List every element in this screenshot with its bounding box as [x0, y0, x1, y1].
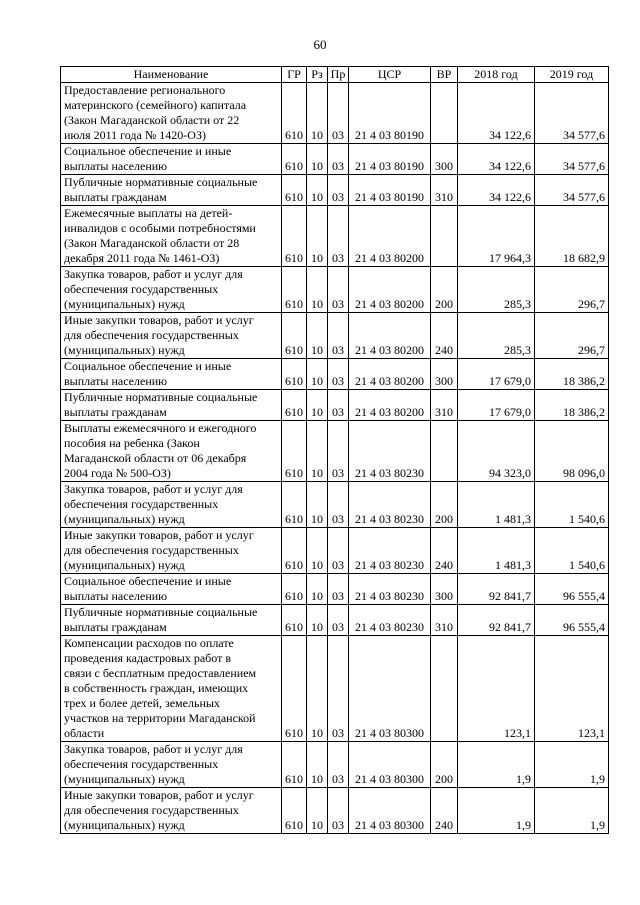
cell-vr — [431, 636, 458, 742]
cell-2019: 18 386,2 — [535, 390, 609, 421]
table-row — [61, 313, 609, 359]
cell-name — [61, 144, 282, 175]
cell-rz: 10 — [307, 267, 328, 313]
cell-rz: 10 — [307, 574, 328, 605]
cell-name-line: для обеспечения государственных — [64, 543, 239, 557]
cell-name — [61, 83, 282, 144]
cell-csr: 21 4 03 80200 — [349, 313, 431, 359]
cell-gr: 610 — [282, 482, 307, 528]
cell-2019: 123,1 — [535, 636, 609, 742]
cell-name-line: материнского (семейного) капитала — [64, 98, 247, 112]
table-row — [61, 144, 609, 175]
cell-name-line: Публичные нормативные социальные — [64, 175, 258, 189]
cell-2019: 34 577,6 — [535, 83, 609, 144]
cell-name — [61, 313, 282, 359]
cell-rz: 10 — [307, 742, 328, 788]
cell-rz: 10 — [307, 175, 328, 206]
cell-csr: 21 4 03 80190 — [349, 144, 431, 175]
cell-name-line: для обеспечения государственных — [64, 803, 239, 817]
cell-vr: 310 — [431, 605, 458, 636]
cell-2019: 1,9 — [535, 788, 609, 834]
cell-pr: 03 — [328, 528, 349, 574]
cell-csr: 21 4 03 80200 — [349, 390, 431, 421]
cell-name-line: Ежемесячные выплаты на детей- — [64, 206, 233, 220]
cell-name — [61, 390, 282, 421]
table-row — [61, 605, 609, 636]
table-row — [61, 574, 609, 605]
cell-2019: 18 682,9 — [535, 206, 609, 267]
cell-name-line: Социальное обеспечение и иные — [64, 359, 232, 373]
cell-csr: 21 4 03 80230 — [349, 574, 431, 605]
table-row — [61, 636, 609, 742]
cell-2018: 17 679,0 — [458, 359, 535, 390]
cell-name — [61, 788, 282, 834]
cell-2018: 92 841,7 — [458, 605, 535, 636]
cell-rz: 10 — [307, 421, 328, 482]
cell-name-line: Иные закупки товаров, работ и услуг — [64, 788, 254, 802]
cell-2018: 92 841,7 — [458, 574, 535, 605]
budget-table — [60, 66, 609, 834]
cell-rz: 10 — [307, 636, 328, 742]
header-name: Наименование — [61, 67, 282, 83]
cell-2018: 1,9 — [458, 788, 535, 834]
cell-2018: 17 964,3 — [458, 206, 535, 267]
cell-vr: 240 — [431, 313, 458, 359]
cell-2019: 34 577,6 — [535, 175, 609, 206]
cell-rz: 10 — [307, 359, 328, 390]
cell-2019: 18 386,2 — [535, 359, 609, 390]
page-number: 60 — [313, 37, 327, 52]
cell-name-line: (муниципальных) нужд — [64, 558, 185, 572]
table-row — [61, 206, 609, 267]
cell-name-line: (муниципальных) нужд — [64, 512, 185, 526]
cell-gr: 610 — [282, 206, 307, 267]
cell-gr: 610 — [282, 636, 307, 742]
cell-name-line: выплаты населению — [64, 374, 168, 388]
cell-vr: 310 — [431, 175, 458, 206]
cell-name-line: обеспечения государственных — [64, 757, 219, 771]
cell-vr: 300 — [431, 574, 458, 605]
cell-pr: 03 — [328, 605, 349, 636]
cell-name-line: Закупка товаров, работ и услуг для — [64, 482, 243, 496]
cell-pr: 03 — [328, 742, 349, 788]
cell-name-line: Предоставление регионального — [64, 83, 226, 97]
cell-gr: 610 — [282, 788, 307, 834]
table-row — [61, 528, 609, 574]
header-2019: 2019 год — [535, 67, 609, 83]
cell-vr: 200 — [431, 482, 458, 528]
cell-rz: 10 — [307, 83, 328, 144]
cell-vr: 200 — [431, 267, 458, 313]
cell-gr: 610 — [282, 390, 307, 421]
cell-pr: 03 — [328, 267, 349, 313]
table-row — [61, 175, 609, 206]
cell-2019: 296,7 — [535, 267, 609, 313]
cell-name-line: выплаты населению — [64, 589, 168, 603]
cell-name-line: Иные закупки товаров, работ и услуг — [64, 313, 254, 327]
cell-csr: 21 4 03 80190 — [349, 83, 431, 144]
cell-name-line: (муниципальных) нужд — [64, 343, 185, 357]
cell-2018: 123,1 — [458, 636, 535, 742]
cell-vr: 300 — [431, 359, 458, 390]
cell-vr — [431, 206, 458, 267]
cell-2019: 98 096,0 — [535, 421, 609, 482]
cell-gr: 610 — [282, 175, 307, 206]
cell-name — [61, 206, 282, 267]
cell-gr: 610 — [282, 313, 307, 359]
cell-gr: 610 — [282, 267, 307, 313]
cell-name-line: 2004 года № 500-ОЗ) — [64, 466, 171, 480]
cell-name-line: Закупка товаров, работ и услуг для — [64, 267, 243, 281]
cell-rz: 10 — [307, 144, 328, 175]
cell-2018: 285,3 — [458, 267, 535, 313]
cell-pr: 03 — [328, 359, 349, 390]
cell-csr: 21 4 03 80300 — [349, 788, 431, 834]
cell-name-line: инвалидов с особыми потребностями — [64, 221, 256, 235]
cell-name — [61, 742, 282, 788]
cell-gr: 610 — [282, 421, 307, 482]
cell-2018: 285,3 — [458, 313, 535, 359]
cell-2018: 1 481,3 — [458, 528, 535, 574]
table-row — [61, 359, 609, 390]
cell-2019: 1 540,6 — [535, 482, 609, 528]
cell-csr: 21 4 03 80230 — [349, 482, 431, 528]
cell-name-line: Выплаты ежемесячного и ежегодного — [64, 421, 257, 435]
cell-gr: 610 — [282, 83, 307, 144]
cell-name-line: июля 2011 года № 1420-ОЗ) — [64, 128, 206, 142]
cell-name-line: в собственность граждан, имеющих — [64, 681, 249, 695]
cell-2018: 34 122,6 — [458, 83, 535, 144]
cell-vr: 300 — [431, 144, 458, 175]
cell-csr: 21 4 03 80230 — [349, 528, 431, 574]
cell-name — [61, 605, 282, 636]
cell-name-line: Компенсации расходов по оплате — [64, 636, 234, 650]
cell-pr: 03 — [328, 636, 349, 742]
cell-name-line: (муниципальных) нужд — [64, 297, 185, 311]
header-2018: 2018 год — [458, 67, 535, 83]
cell-csr: 21 4 03 80200 — [349, 206, 431, 267]
cell-name-line: пособия на ребенка (Закон — [64, 436, 200, 450]
cell-rz: 10 — [307, 390, 328, 421]
table-row — [61, 83, 609, 144]
cell-2019: 1,9 — [535, 742, 609, 788]
cell-2018: 17 679,0 — [458, 390, 535, 421]
cell-vr: 310 — [431, 390, 458, 421]
cell-name — [61, 482, 282, 528]
cell-pr: 03 — [328, 175, 349, 206]
cell-name-line: Закупка товаров, работ и услуг для — [64, 742, 243, 756]
cell-name-line: области — [64, 726, 105, 740]
cell-name-line: связи с бесплатным предоставлением — [64, 666, 257, 680]
cell-name — [61, 636, 282, 742]
cell-rz: 10 — [307, 206, 328, 267]
cell-2019: 96 555,4 — [535, 605, 609, 636]
cell-csr: 21 4 03 80230 — [349, 605, 431, 636]
cell-vr: 200 — [431, 742, 458, 788]
cell-gr: 610 — [282, 528, 307, 574]
cell-csr: 21 4 03 80200 — [349, 267, 431, 313]
table-row — [61, 267, 609, 313]
cell-2018: 1 481,3 — [458, 482, 535, 528]
cell-gr: 610 — [282, 144, 307, 175]
table-row — [61, 390, 609, 421]
cell-name-line: декабря 2011 года № 1461-ОЗ) — [64, 251, 220, 265]
cell-name-line: Публичные нормативные социальные — [64, 605, 258, 619]
cell-pr: 03 — [328, 574, 349, 605]
cell-vr — [431, 421, 458, 482]
cell-gr: 610 — [282, 574, 307, 605]
cell-name — [61, 528, 282, 574]
cell-csr: 21 4 03 80300 — [349, 742, 431, 788]
cell-name — [61, 574, 282, 605]
cell-rz: 10 — [307, 605, 328, 636]
cell-pr: 03 — [328, 206, 349, 267]
cell-2019: 96 555,4 — [535, 574, 609, 605]
table-body — [61, 83, 609, 834]
cell-name-line: (муниципальных) нужд — [64, 772, 185, 786]
cell-name-line: участков на территории Магаданской — [64, 711, 256, 725]
cell-pr: 03 — [328, 83, 349, 144]
cell-pr: 03 — [328, 421, 349, 482]
cell-name-line: (Закон Магаданской области от 22 — [64, 113, 240, 127]
cell-name-line: обеспечения государственных — [64, 497, 219, 511]
cell-name-line: (Закон Магаданской области от 28 — [64, 236, 240, 250]
cell-name-line: проведения кадастровых работ в — [64, 651, 232, 665]
cell-name-line: Социальное обеспечение и иные — [64, 574, 232, 588]
cell-name-line: Социальное обеспечение и иные — [64, 144, 232, 158]
table-row — [61, 482, 609, 528]
cell-pr: 03 — [328, 788, 349, 834]
table-header-row — [61, 67, 609, 83]
header-csr: ЦСР — [349, 67, 431, 83]
cell-name — [61, 359, 282, 390]
cell-vr — [431, 83, 458, 144]
cell-name-line: выплаты гражданам — [64, 190, 167, 204]
cell-name-line: Магаданской области от 06 декабря — [64, 451, 247, 465]
cell-vr: 240 — [431, 788, 458, 834]
cell-rz: 10 — [307, 788, 328, 834]
cell-2018: 34 122,6 — [458, 144, 535, 175]
cell-name — [61, 175, 282, 206]
cell-name-line: трех и более детей, земельных — [64, 696, 220, 710]
cell-pr: 03 — [328, 144, 349, 175]
cell-pr: 03 — [328, 482, 349, 528]
header-rz: Рз — [307, 67, 328, 83]
cell-rz: 10 — [307, 482, 328, 528]
table-row — [61, 742, 609, 788]
cell-pr: 03 — [328, 390, 349, 421]
cell-name-line: выплаты гражданам — [64, 620, 167, 634]
header-pr: Пр — [328, 67, 349, 83]
cell-rz: 10 — [307, 528, 328, 574]
table-row — [61, 421, 609, 482]
table-row — [61, 788, 609, 834]
header-gr: ГР — [282, 67, 307, 83]
cell-gr: 610 — [282, 605, 307, 636]
cell-rz: 10 — [307, 313, 328, 359]
cell-2018: 94 323,0 — [458, 421, 535, 482]
cell-name-line: Иные закупки товаров, работ и услуг — [64, 528, 254, 542]
cell-name-line: обеспечения государственных — [64, 282, 219, 296]
header-vr: ВР — [431, 67, 458, 83]
cell-pr: 03 — [328, 313, 349, 359]
cell-2019: 296,7 — [535, 313, 609, 359]
cell-name-line: Публичные нормативные социальные — [64, 390, 258, 404]
cell-gr: 610 — [282, 359, 307, 390]
cell-name — [61, 267, 282, 313]
cell-csr: 21 4 03 80190 — [349, 175, 431, 206]
cell-2019: 34 577,6 — [535, 144, 609, 175]
cell-name-line: выплаты гражданам — [64, 405, 167, 419]
cell-2018: 34 122,6 — [458, 175, 535, 206]
cell-name — [61, 421, 282, 482]
cell-csr: 21 4 03 80200 — [349, 359, 431, 390]
cell-vr: 240 — [431, 528, 458, 574]
cell-2019: 1 540,6 — [535, 528, 609, 574]
cell-name-line: для обеспечения государственных — [64, 328, 239, 342]
cell-csr: 21 4 03 80300 — [349, 636, 431, 742]
cell-name-line: выплаты населению — [64, 159, 168, 173]
cell-csr: 21 4 03 80230 — [349, 421, 431, 482]
cell-gr: 610 — [282, 742, 307, 788]
cell-2018: 1,9 — [458, 742, 535, 788]
cell-name-line: (муниципальных) нужд — [64, 818, 185, 832]
